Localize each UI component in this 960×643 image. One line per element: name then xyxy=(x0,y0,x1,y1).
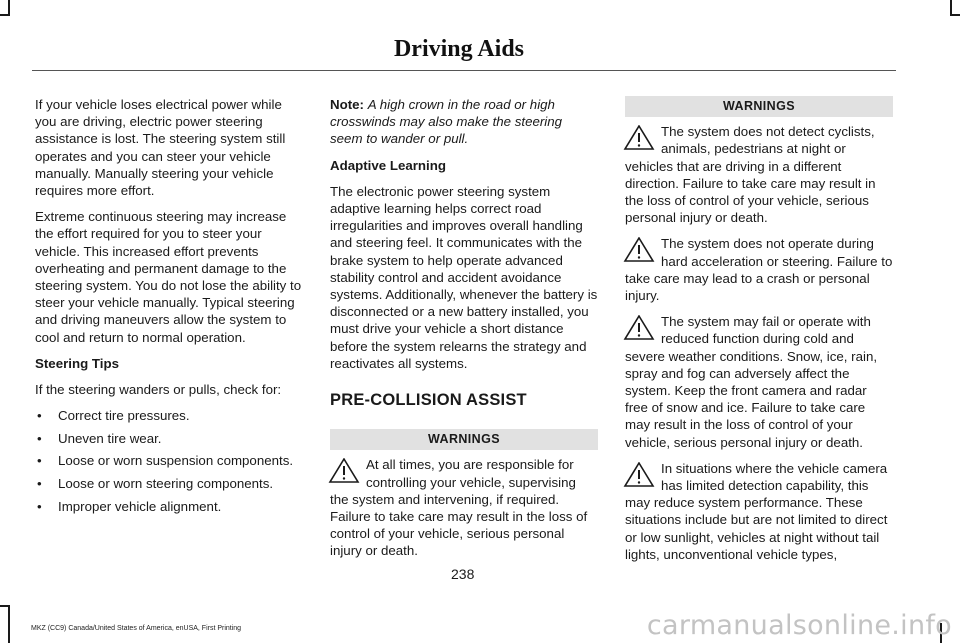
steering-tips-list xyxy=(35,407,303,515)
crop-mark xyxy=(950,14,960,16)
warning-item xyxy=(625,313,893,451)
bullet-icon: • xyxy=(37,408,42,424)
note-label: Note: xyxy=(330,97,364,112)
warning-text: The system may fail or operate with reduced function during cold and severe weather conditions. Snow, ice, rain, spray and fog can adversely affect the system. Keep the front camera and radar free of snow and ice. Failure to take care may result in the loss of control of your vehicle, serious personal injury or death. xyxy=(625,314,878,450)
subheading-adaptive-learning: Adaptive Learning xyxy=(330,157,446,173)
warning-triangle-icon xyxy=(328,458,364,484)
warning-triangle-icon xyxy=(623,125,659,151)
bullet-icon: • xyxy=(37,430,42,446)
list-item xyxy=(35,430,303,447)
warning-triangle-icon xyxy=(623,462,659,488)
footer-text: MKZ (CC9) Canada/United States of America, enUSA, First Printing xyxy=(31,625,242,632)
page-title: Driving Aids xyxy=(393,36,524,62)
warning-text: In situations where the vehicle camera has limited detection capability, this may reduce system performance. These situations include but are not limited to direct or low sunlight, vehicles at night without tail lights, unconventional vehicle types, xyxy=(625,460,888,562)
warning-text: The system does not operate during hard acceleration or steering. Failure to take care may lead to a crash or personal injury. xyxy=(625,236,893,304)
paragraph: If the steering wanders or pulls, check for: xyxy=(35,382,282,398)
crop-mark xyxy=(8,605,10,643)
warning-text: At all times, you are responsible for controlling your vehicle, supervising the system and intervening, if required. Failure to take care may result in the loss of control of your vehicle, serious personal injury or death. xyxy=(330,457,588,559)
list-item-text: Improper vehicle alignment. xyxy=(58,498,222,514)
bullet-icon: • xyxy=(37,453,42,469)
warning-text: The system does not detect cyclists, animals, pedestrians at night or vehicles that are driving in a different direction. Failure to take care may result in the loss of control of your vehicle, serious personal injury or death. xyxy=(625,124,876,226)
column-left xyxy=(35,96,303,520)
paragraph: Extreme continuous steering may increase the effort required for you to steer your vehicle. This increased effort prevents overheating and permanent damage to the steering system. You do not lose the ability to steer your vehicle manually. Typical steering and driving maneuvers allow the system to cool and return to normal operation. xyxy=(35,209,302,345)
warning-triangle-icon xyxy=(623,237,659,263)
warning-item xyxy=(330,456,598,559)
watermark: carmanualsonline.info xyxy=(646,610,952,641)
warning-item xyxy=(625,235,893,304)
note-text: A high crown in the road or high crosswinds may also make the steering seem to wander or pull. xyxy=(330,97,563,147)
list-item xyxy=(35,498,303,515)
paragraph: If your vehicle loses electrical power while you are driving, electric power steering assistance is lost. The steering system still operates and you can steer your vehicle manually. Manually steering your vehicle requires more effort. xyxy=(35,97,286,199)
list-item xyxy=(35,407,303,424)
warnings-bar: WARNINGS xyxy=(625,96,893,117)
crop-mark xyxy=(0,14,10,16)
list-item xyxy=(35,452,303,469)
list-item-text: Correct tire pressures. xyxy=(58,408,190,424)
page-number: 238 xyxy=(451,566,475,582)
crop-mark xyxy=(950,0,952,14)
warning-triangle-icon xyxy=(623,315,659,341)
warning-item xyxy=(625,460,893,563)
section-heading: PRE-COLLISION ASSIST xyxy=(330,391,527,410)
column-middle xyxy=(330,96,598,569)
crop-mark xyxy=(0,605,10,607)
column-right xyxy=(625,96,893,572)
subheading-steering-tips: Steering Tips xyxy=(35,355,119,371)
list-item xyxy=(35,475,303,492)
crop-mark xyxy=(8,0,10,14)
list-item-text: Uneven tire wear. xyxy=(58,430,162,446)
header-divider xyxy=(32,70,896,71)
warning-item xyxy=(625,123,893,226)
list-item-text: Loose or worn suspension components. xyxy=(58,453,294,469)
list-item-text: Loose or worn steering components. xyxy=(58,476,274,492)
bullet-icon: • xyxy=(37,476,42,492)
paragraph: The electronic power steering system adaptive learning helps correct road irregularities and improves overall handling and steering feel. It communicates with the brake system to help operate advanced stability control and accident avoidance systems. Additionally, whenever the battery is disconnected or a new battery installed, you must drive your vehicle a short distance before the system relearns the strategy and reactivates all systems. xyxy=(330,183,598,371)
bullet-icon: • xyxy=(37,498,42,514)
note xyxy=(330,96,598,148)
warnings-bar: WARNINGS xyxy=(330,429,598,450)
